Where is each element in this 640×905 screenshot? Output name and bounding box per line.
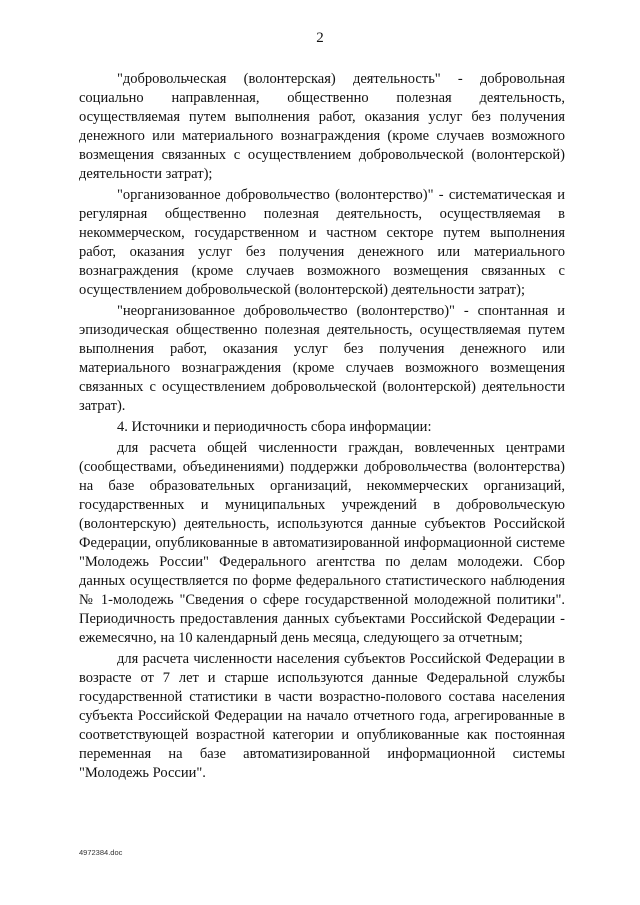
document-body xyxy=(79,70,565,785)
definition-organized-volunteering: "организованное добровольчество (волонтерство)" - систематическая и регулярная общественно полезная деятельность, осуществляемая в некоммерческом, государственном и частном секторе путем выполнения работ, оказания услуг без получения денежного или материального вознаграждения (кроме случаев возможного возмещения связанных с осуществлением добровольческой (волонтерской) деятельности затрат); xyxy=(79,187,565,298)
paragraph-population-calculation: для расчета численности населения субъектов Российской Федерации в возрасте от 7 лет и старше используются данные Федеральной службы государственной статистики в части возрастно-полового состава населения субъекта Российской Федерации на начало отчетного года, агрегированные в соответствующей возрастной категории и опубликованные как постоянная переменная на базе автоматизированной информационной системы "Молодежь России". xyxy=(79,651,565,781)
section-heading-sources: 4. Источники и периодичность сбора информации: xyxy=(117,419,432,435)
paragraph-citizens-calculation: для расчета общей численности граждан, вовлеченных центрами (сообществами, объединениями) поддержки добровольчества (волонтерства) на базе образовательных организаций, некоммерческих организаций, государственных и муниципальных учреждений в добровольческую (волонтерскую) деятельность, используются данные субъектов Российской Федерации, опубликованные в автоматизированной информационной системе "Молодежь России" Федерального агентства по делам молодежи. Сбор данных осуществляется по форме федерального статистического наблюдения № 1-молодежь "Сведения о сфере государственной молодежной политики". Периодичность предоставления данных субъектами Российской Федерации - ежемесячно, на 10 календарный день месяца, следующего за отчетным; xyxy=(79,440,565,646)
page-number: 2 xyxy=(316,30,324,46)
definition-unorganized-volunteering: "неорганизованное добровольчество (волонтерство)" - спонтанная и эпизодическая общественно полезная деятельность, осуществляемая путем выполнения работ, оказания услуг без получения денежного или материального вознаграждения (кроме случаев возможного возмещения связанных с осуществлением добровольческой (волонтерской) деятельности затрат). xyxy=(79,303,565,414)
definition-volunteer-activity: "добровольческая (волонтерская) деятельность" - добровольная социально направленная, общественно полезная деятельность, осуществляемая путем выполнения работ, оказания услуг без получения денежного или материального вознаграждения (кроме случаев возможного возмещения связанных с осуществлением добровольческой (волонтерской) деятельности затрат); xyxy=(79,71,565,182)
document-file-code: 4972384.doc xyxy=(79,848,123,857)
